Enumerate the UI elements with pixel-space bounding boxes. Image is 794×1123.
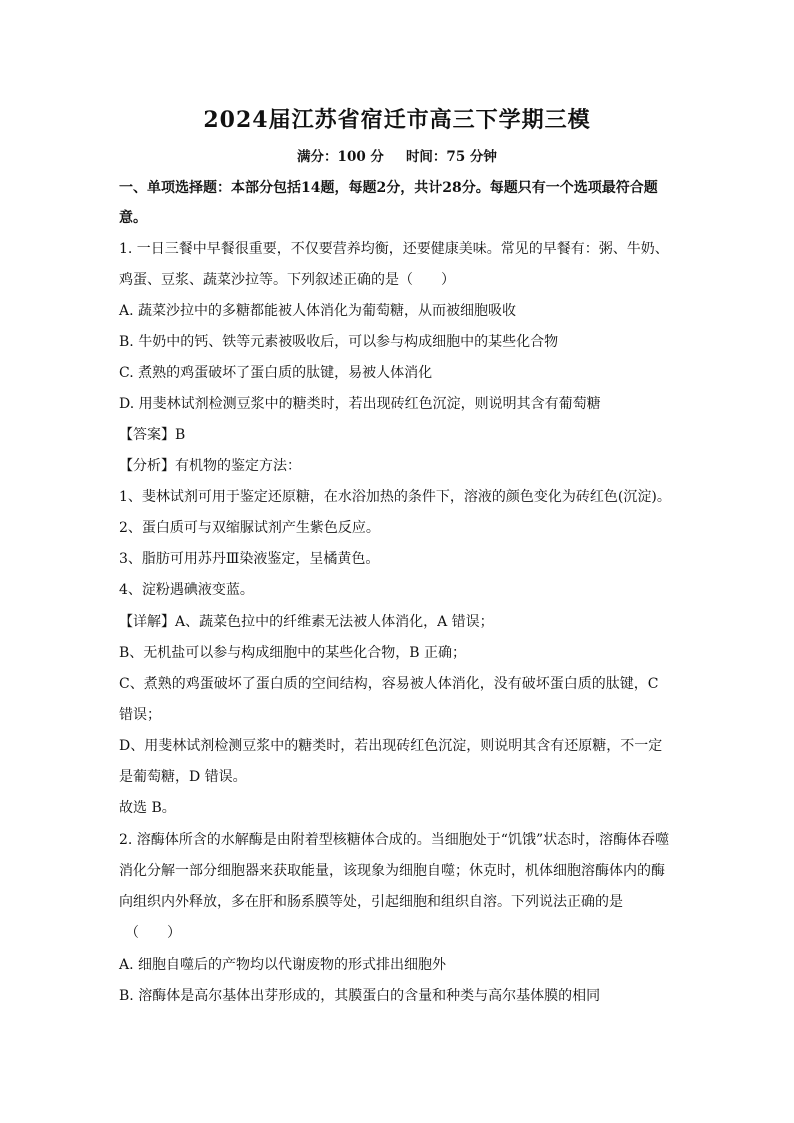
- analysis-item: 1、斐林试剂可用于鉴定还原糖，在水浴加热的条件下，溶液的颜色变化为砖红色(沉淀)。: [119, 489, 671, 505]
- exam-time: 时间：75 分钟: [405, 149, 497, 165]
- section-heading: 一、单项选择题：本部分包括14题，每题2分，共计28分。每题只有一个选项最符合题: [119, 180, 658, 196]
- detail-line: 【详解】A、蔬菜色拉中的纤维素无法被人体消化，A 错误；: [119, 614, 494, 630]
- detail-line: 错误；: [119, 707, 161, 723]
- detail-line: C、煮熟的鸡蛋破坏了蛋白质的空间结构，容易被人体消化，没有破坏蛋白质的肽键，C: [119, 676, 659, 692]
- detail-line: 是葡萄糖，D 错误。: [119, 769, 247, 785]
- question-2-option-a: A. 细胞自噬后的产物均以代谢废物的形式排出细胞外: [119, 957, 447, 973]
- section-heading-cont: 意。: [119, 210, 147, 226]
- question-2-blank: （ ）: [125, 925, 181, 941]
- detail-line: B、无机盐可以参与构成细胞中的某些化合物，B 正确；: [119, 645, 467, 661]
- detail-line: D、用斐林试剂检测豆浆中的糖类时，若出现砖红色沉淀，则说明其含有还原糖，不一定: [119, 738, 663, 754]
- question-2-stem: 2. 溶酶体所含的水解酶是由附着型核糖体合成的。当细胞处于“饥饿”状态时，溶酶体吞噬: [119, 832, 670, 848]
- analysis-item: 3、脂肪可用苏丹Ⅲ染液鉴定，呈橘黄色。: [119, 551, 380, 567]
- question-1-option-b: B. 牛奶中的钙、铁等元素被吸收后，可以参与构成细胞中的某些化合物: [119, 334, 559, 350]
- analysis-item: 2、蛋白质可与双缩脲试剂产生紫色反应。: [119, 520, 380, 536]
- exam-meta: [0, 145, 794, 165]
- conclusion-line: 故选 B。: [119, 800, 176, 816]
- question-1-option-a: A. 蔬菜沙拉中的多糖都能被人体消化为葡萄糖，从而被细胞吸收: [119, 303, 517, 319]
- question-2-option-b: B. 溶酶体是高尔基体出芽形成的，其膜蛋白的含量和种类与高尔基体膜的相同: [119, 988, 601, 1004]
- question-1-stem-cont: 鸡蛋、豆浆、蔬菜沙拉等。下列叙述正确的是（ ）: [119, 272, 455, 288]
- analysis-heading: 【分析】有机物的鉴定方法：: [119, 458, 301, 474]
- analysis-item: 4、淀粉遇碘液变蓝。: [119, 582, 254, 598]
- question-2-stem-cont: 消化分解一部分细胞器来获取能量，该现象为细胞自噬；休克时，机体细胞溶酶体内的酶: [119, 863, 665, 879]
- answer-line: 【答案】B: [119, 427, 186, 443]
- full-score: 满分：100 分: [297, 149, 384, 165]
- question-1-option-d: D. 用斐林试剂检测豆浆中的糖类时，若出现砖红色沉淀，则说明其含有葡萄糖: [119, 396, 601, 412]
- question-2-stem-cont: 向组织内外释放，多在肝和肠系膜等处，引起细胞和组织自溶。下列说法正确的是: [119, 894, 623, 910]
- page-title: 2024届江苏省宿迁市高三下学期三模: [203, 107, 591, 133]
- question-1-stem: 1. 一日三餐中早餐很重要，不仅要营养均衡，还要健康美味。常见的早餐有：粥、牛奶、: [119, 241, 669, 257]
- question-1-option-c: C. 煮熟的鸡蛋破坏了蛋白质的肽键，易被人体消化: [119, 365, 433, 381]
